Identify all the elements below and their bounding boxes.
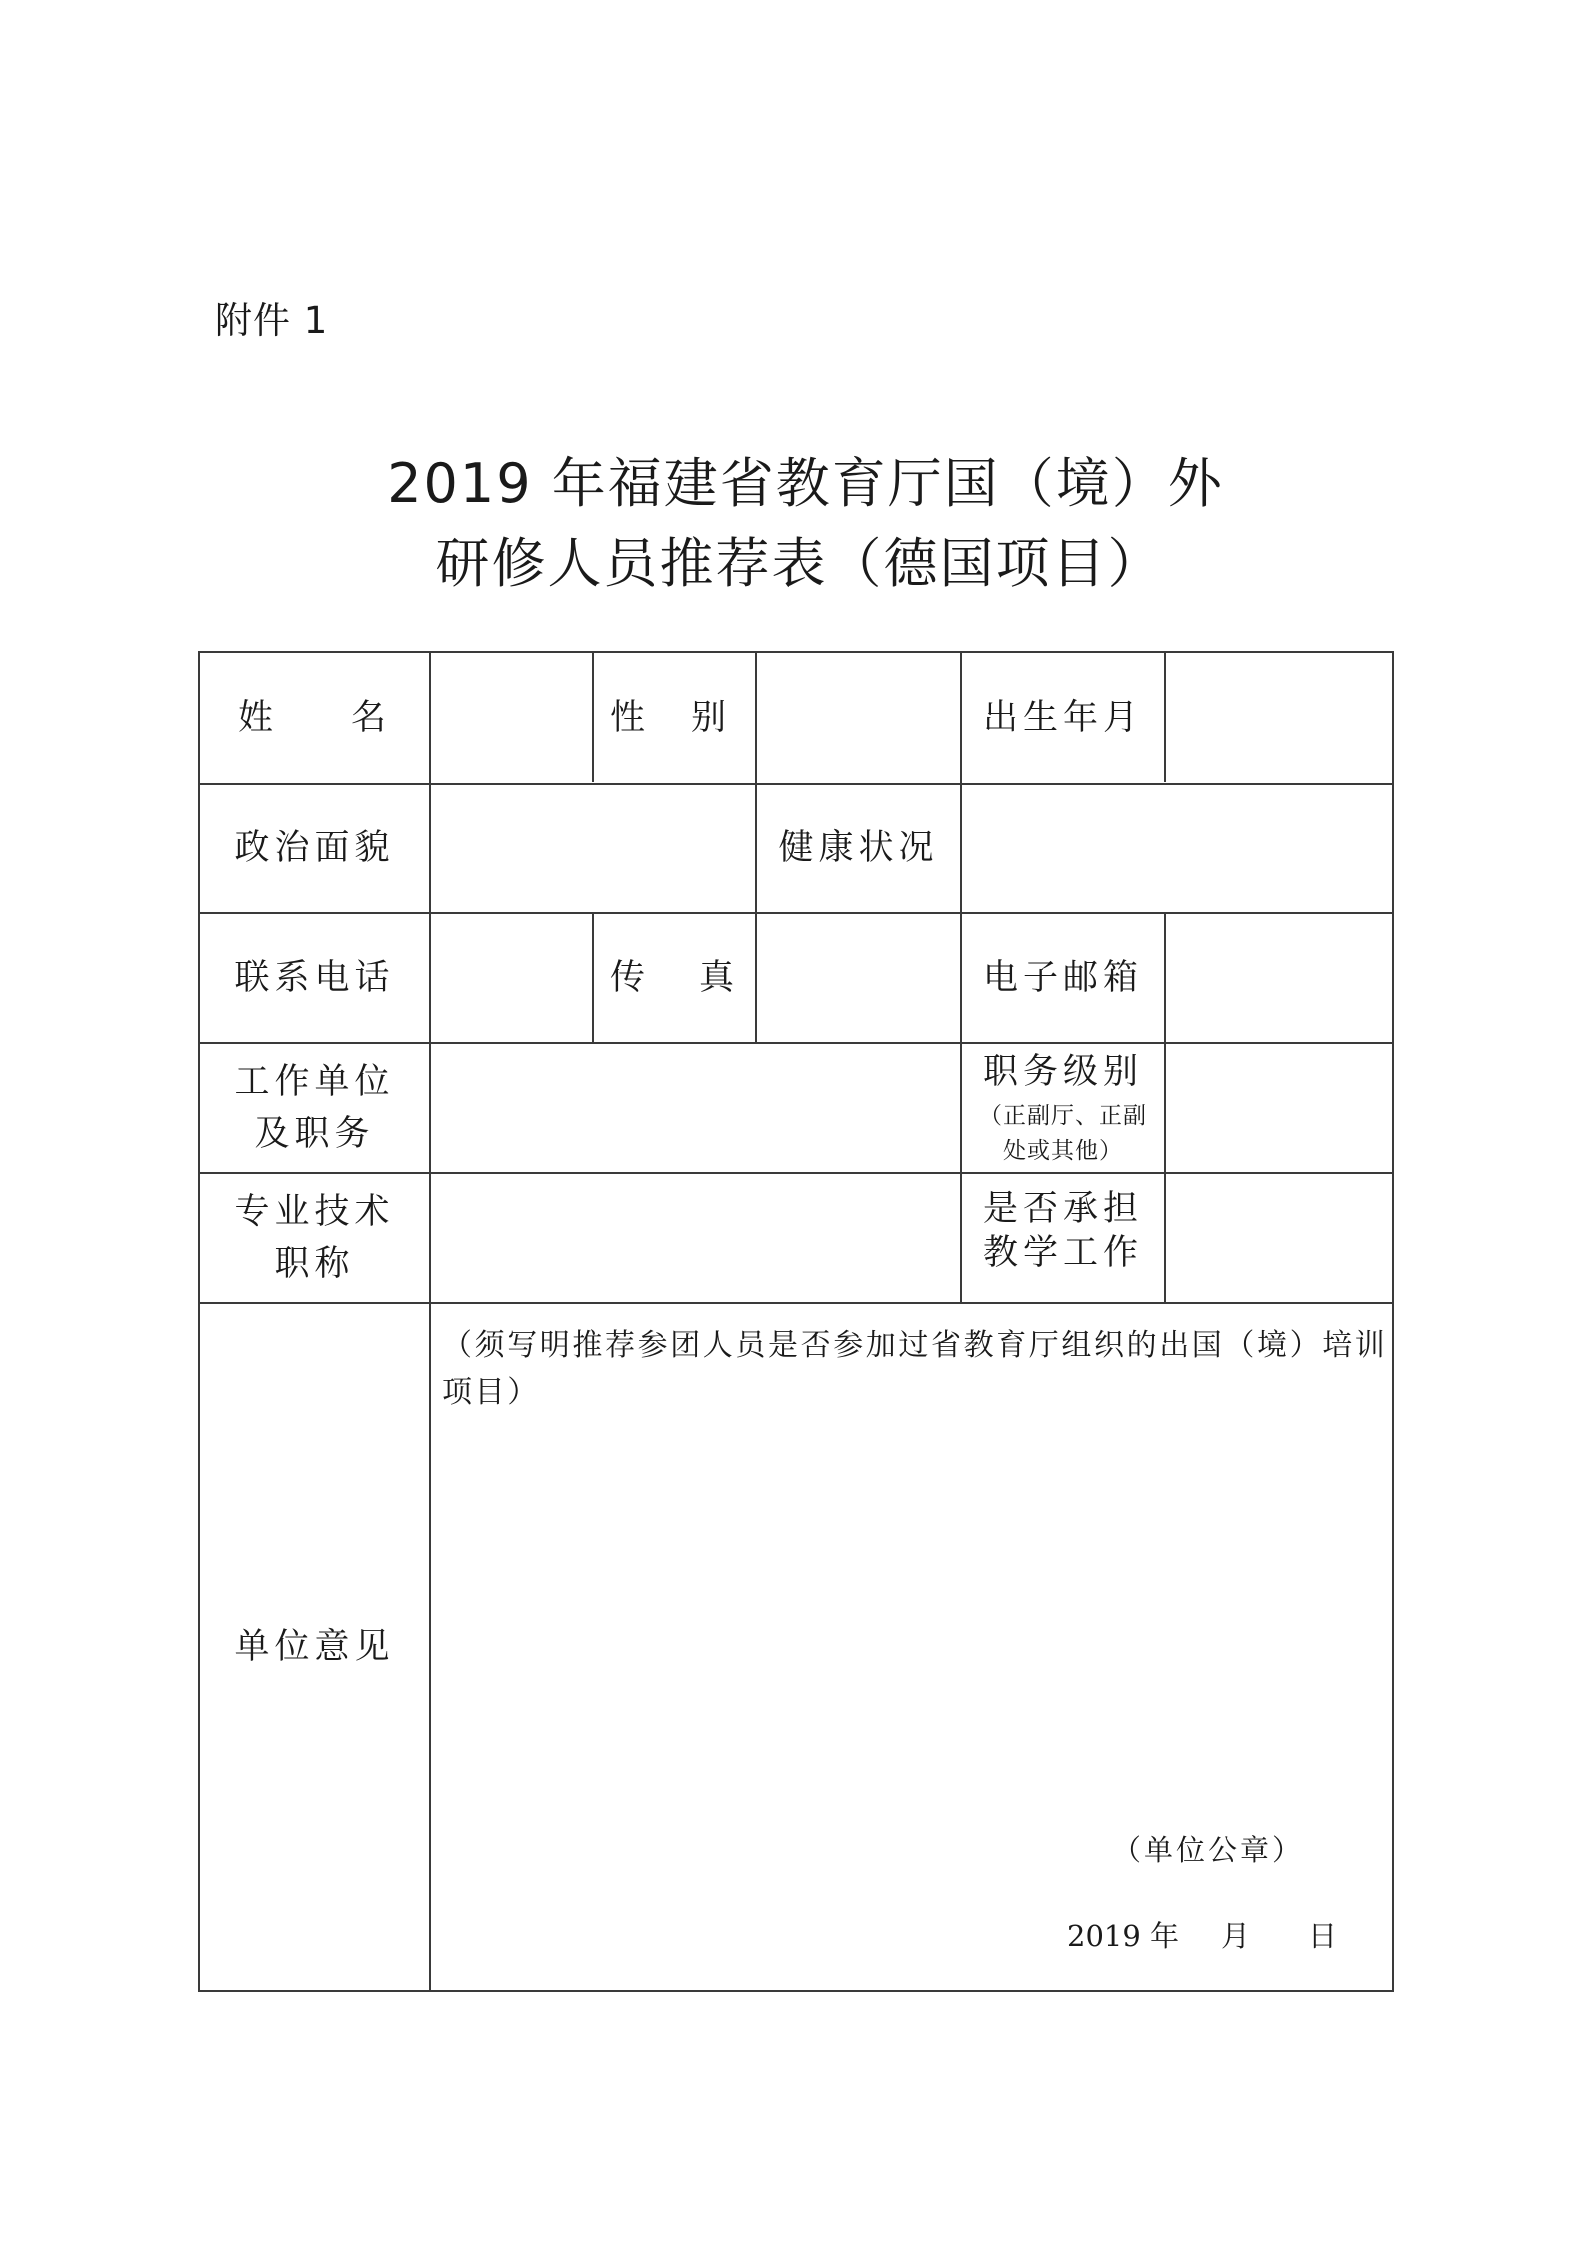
fax-label-char-1: 传 (610, 957, 651, 998)
phone-label: 联系电话 (234, 957, 395, 998)
teaching-label-line-2: 教学工作 (982, 1232, 1143, 1273)
email-field[interactable] (1166, 914, 1392, 1042)
position-rank-field[interactable] (1166, 1044, 1392, 1172)
fax-field[interactable] (757, 914, 960, 1042)
date-year: 2019 年 (1067, 1919, 1180, 1953)
teaching-label-line-1: 是否承担 (982, 1189, 1143, 1229)
professional-title-line-1: 专业技术 (234, 1191, 395, 1232)
position-rank-label (962, 1044, 1164, 1172)
workplace-position-field[interactable] (431, 1044, 960, 1172)
health-status-label: 健康状况 (778, 828, 939, 869)
date-day: 日 (1308, 1919, 1338, 1953)
name-label (200, 653, 429, 783)
fax-label (594, 914, 755, 1042)
gender-field[interactable] (757, 653, 960, 783)
unit-opinion-instruction: （须写明推荐参团人员是否参加过省教育厅组织的出国（境）培训项目） (442, 1328, 1388, 1410)
document-title-line-2: 研修人员推荐表（德国项目） (435, 532, 1164, 595)
birth-date-label: 出生年月 (982, 697, 1143, 738)
teaching-work-field[interactable] (1166, 1174, 1392, 1302)
rank-note-line-2: 处或其他） (1003, 1138, 1123, 1165)
professional-title-line-2: 职称 (274, 1244, 355, 1284)
name-label-char-2: 名 (350, 697, 391, 738)
political-status-label: 政治面貌 (234, 828, 395, 869)
workplace-position-label (200, 1044, 429, 1172)
unit-seal-label: （单位公章） (1112, 1833, 1305, 1867)
professional-title-field[interactable] (431, 1174, 960, 1302)
email-label: 电子邮箱 (982, 957, 1143, 998)
workplace-label-line-1: 工作单位 (234, 1061, 395, 1102)
date-month: 月 (1221, 1919, 1251, 1953)
health-status-field[interactable] (962, 785, 1392, 912)
name-label-char-1: 姓 (238, 697, 279, 738)
fax-label-char-2: 真 (698, 957, 739, 998)
teaching-work-label (962, 1174, 1164, 1302)
attachment-label: 附件 1 (215, 299, 329, 342)
gender-label-char-2: 别 (690, 697, 731, 738)
birth-date-field[interactable] (1166, 653, 1392, 783)
workplace-label-line-2: 及职务 (254, 1114, 375, 1154)
political-status-field[interactable] (431, 785, 755, 912)
rank-label-main: 职务级别 (982, 1052, 1143, 1092)
rank-note-line-1: （正副厅、正副 (979, 1102, 1147, 1129)
unit-opinion-label: 单位意见 (234, 1626, 395, 1667)
gender-label (594, 653, 755, 783)
document-title-line-1: 2019 年福建省教育厅国（境）外 (387, 452, 1224, 515)
gender-label-char-1: 性 (610, 697, 651, 738)
professional-title-label (200, 1174, 429, 1302)
name-field[interactable] (431, 653, 592, 783)
phone-field[interactable] (431, 914, 592, 1042)
